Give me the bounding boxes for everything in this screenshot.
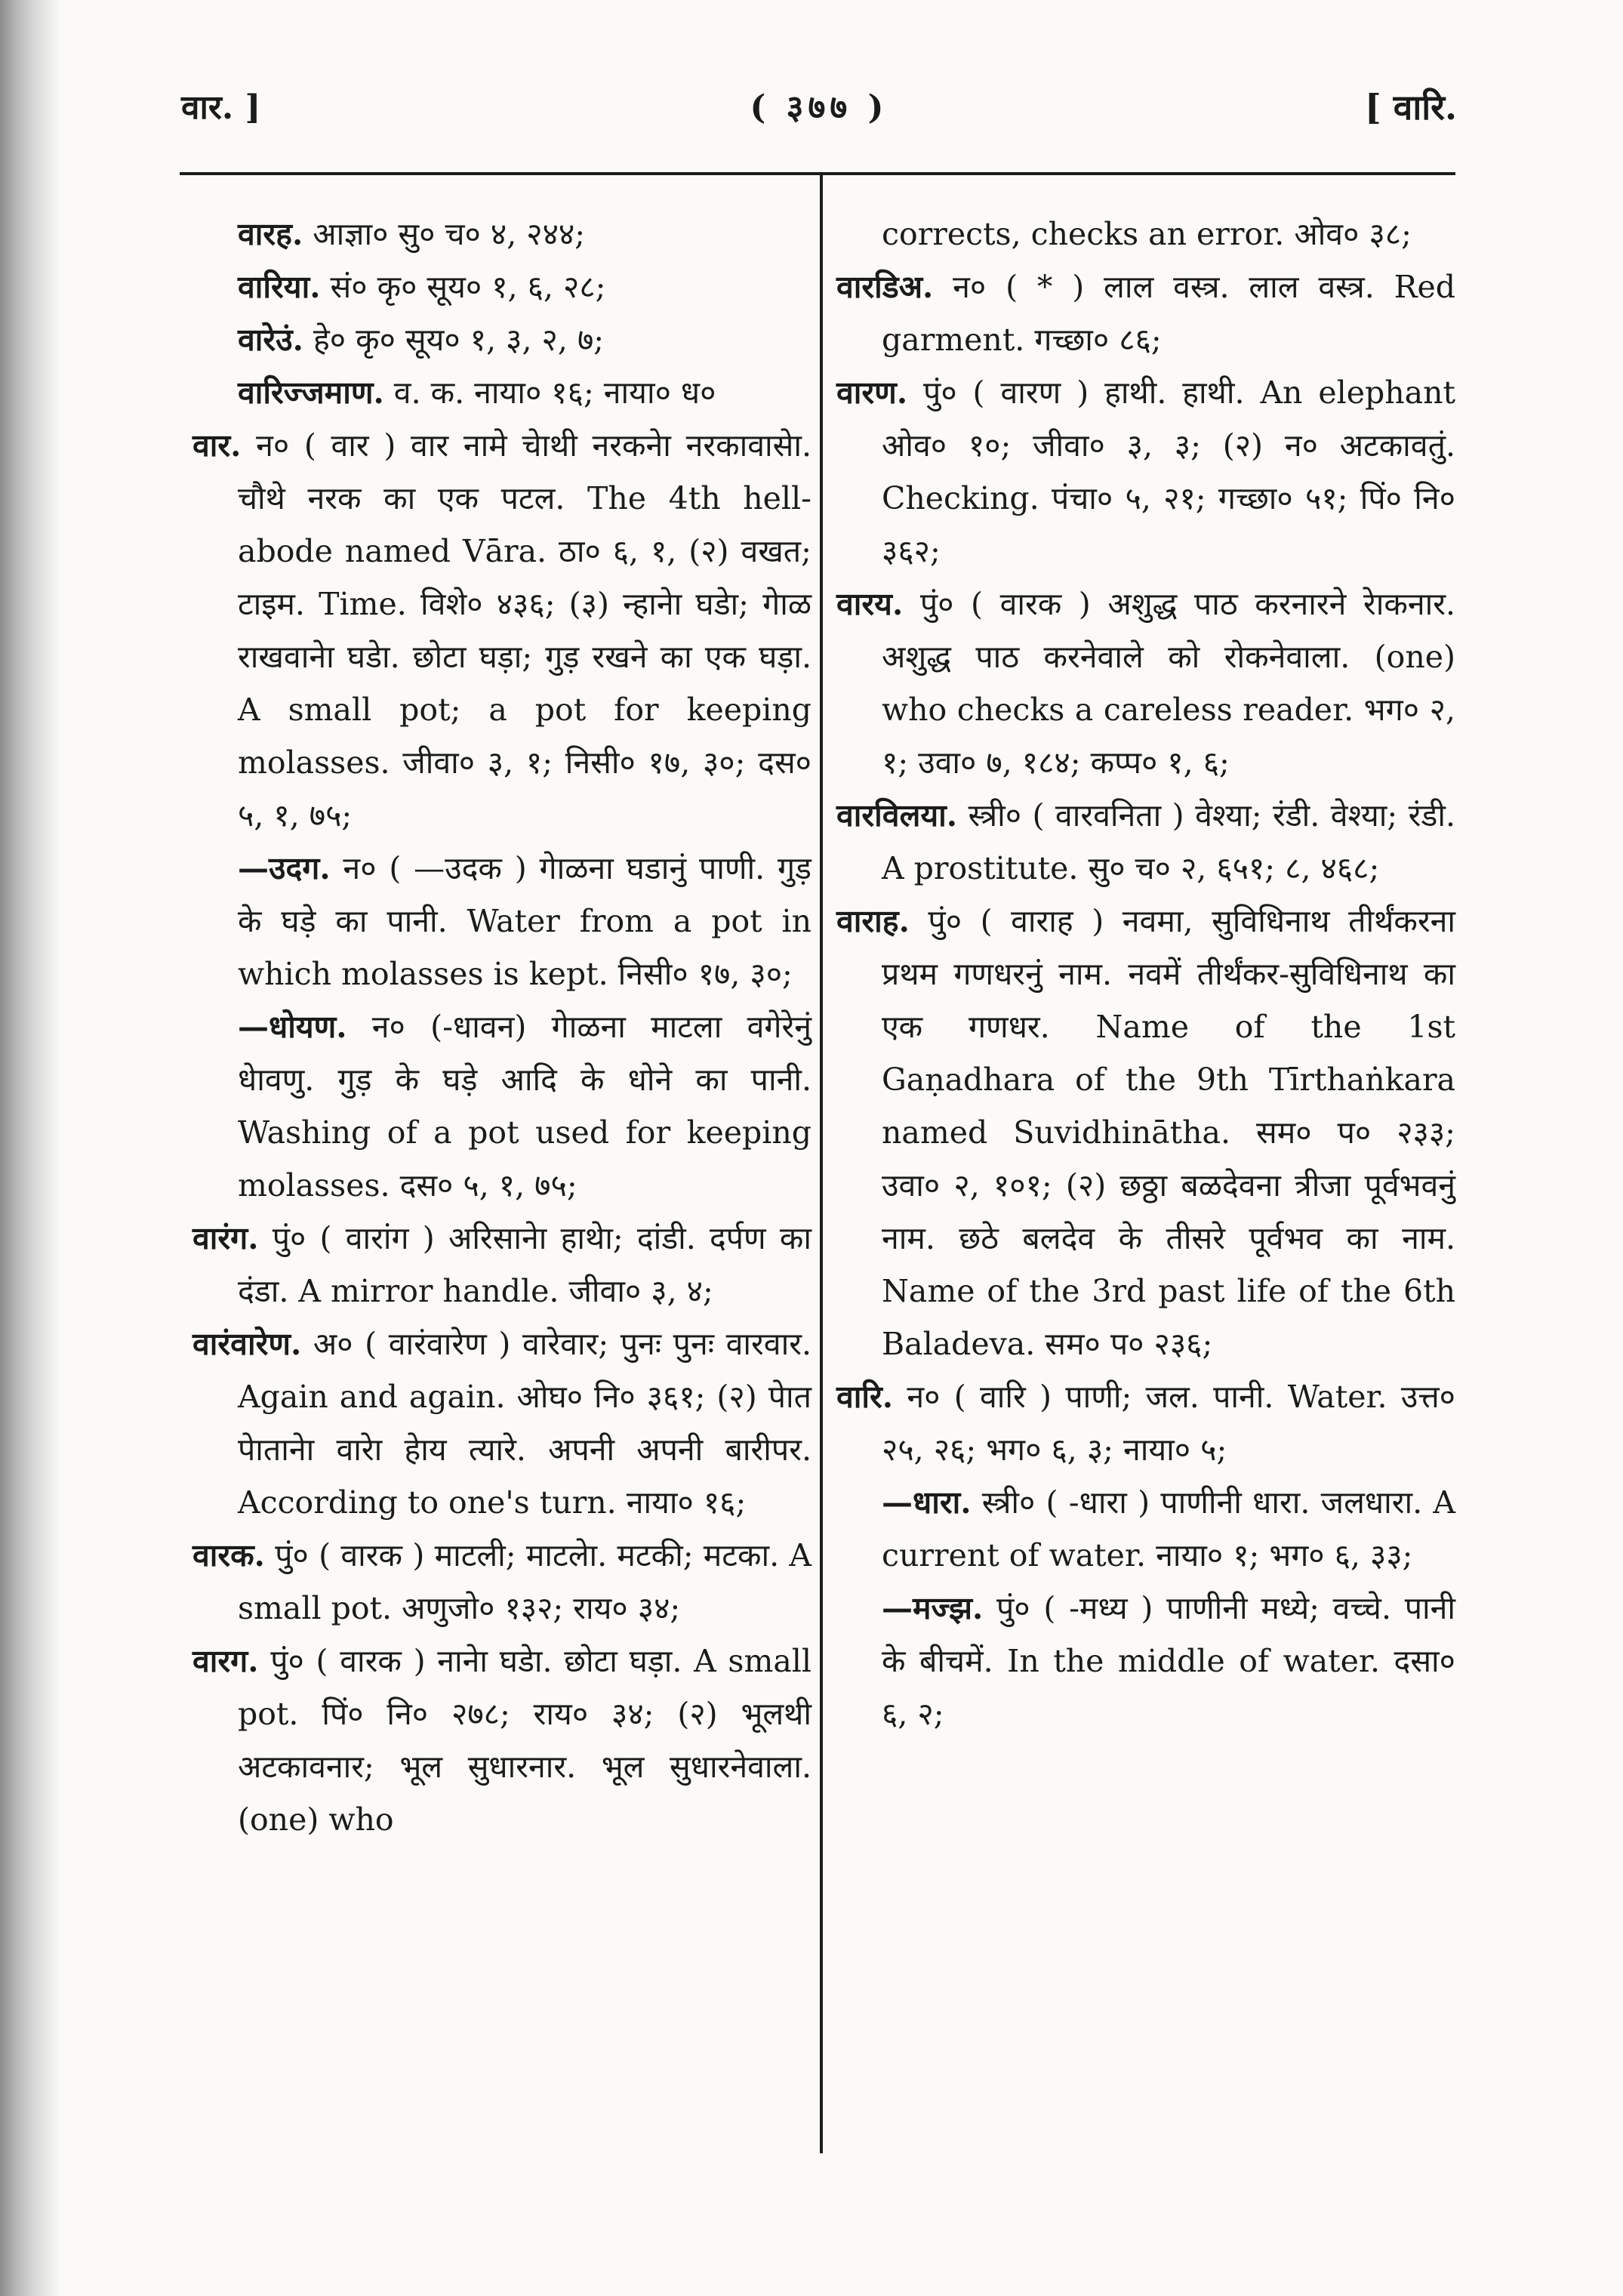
book-spine-shadow bbox=[0, 0, 60, 2296]
definition-text: स्त्री० ( वारवनिता ) वेश्या; रंडी. वेश्या; रंडी. A prostitute. सु० च० २, ६५१; ८, ४६८; bbox=[882, 797, 1455, 886]
headword: वार. bbox=[192, 427, 242, 464]
dictionary-entry bbox=[836, 578, 1455, 789]
compound-subentry bbox=[836, 1582, 1455, 1740]
dictionary-entry bbox=[192, 1529, 812, 1635]
column-divider bbox=[820, 175, 823, 2153]
headword: वारह. bbox=[238, 216, 303, 252]
headword: —मज्झ. bbox=[882, 1590, 984, 1626]
dictionary-entry bbox=[836, 366, 1455, 578]
headword: वारिया. bbox=[238, 269, 321, 305]
dictionary-subentry bbox=[192, 366, 812, 419]
definition-text: पुं० ( वाराह ) नवमा, सुविधिनाथ तीर्थंकरना प्रथम गणधरनुं नाम. नवमें तीर्थंकर-सुविधिनाथ का एक गणधर. Name of the 1st Gaṇadhara of the 9th Tīrthaṅkara named Suvidhinātha. सम० प० २३३; उवा० २, १०१; (२) छठ्ठा बळदेवना त्रीजा पूर्वभवनुं नाम. छठे बलदेव के तीसरे पूर्वभव का नाम. Name of the 3rd past life of the 6th Baladeva. सम० प० २३६; bbox=[882, 903, 1455, 1362]
running-head-right: [ वारि. bbox=[1364, 87, 1457, 128]
headword: —धोयण. bbox=[238, 1009, 347, 1045]
definition-text: हे० कृ० सूय० १, ३, २, ७; bbox=[303, 322, 605, 358]
compound-subentry bbox=[192, 1000, 812, 1212]
dictionary-subentry bbox=[192, 260, 812, 313]
headword: वारंग. bbox=[192, 1220, 259, 1256]
dictionary-entry bbox=[836, 895, 1455, 1370]
headword: वारडिअ. bbox=[836, 269, 934, 305]
compound-subentry bbox=[192, 842, 812, 1000]
definition-text: स्त्री० ( -धारा ) पाणीनी धारा. जलधारा. A current of water. नाया० १; भग० ६, ३३; bbox=[882, 1484, 1455, 1573]
dictionary-subentry bbox=[192, 313, 812, 366]
definition-text: न० (-धावन) गेाळना माटला वगेरेनुं धेावणु. गुड़ के घड़े आदि के धोने का पानी. Washing of a pot used for keeping molasses. दस० ५, १, ७५; bbox=[238, 1009, 812, 1203]
definition-text: पुं० ( वारांग ) अरिसानेा हाथेा; दांडी. दर्पण का दंडा. A mirror handle. जीवा० ३, ४; bbox=[238, 1220, 812, 1309]
definition-text: पुं० ( -मध्य ) पाणीनी मध्ये; वच्चे. पानी के बीचमें. In the middle of water. दसा० ६, २; bbox=[882, 1590, 1455, 1732]
headword: वारक. bbox=[192, 1537, 265, 1573]
definition-text: न० ( वार ) वार नामे चेाथी नरकनेा नरकावासेा. चौथे नरक का एक पटल. The 4th hell-abode named Vāra. ठा० ६, १, (२) वखत; टाइम. Time. विशे० ४३६; (३) न्हानेा घडेा; गेाळ राखवानेा घडेा. छोटा घड़ा; गुड़ रखने का एक घड़ा. A small pot; a pot for keeping molasses. जीवा० ३, १; निसी० १७, ३०; दस० ५, १, ७५; bbox=[238, 427, 812, 834]
entry-continuation bbox=[836, 208, 1455, 260]
headword: वारविलया. bbox=[836, 797, 958, 834]
running-head-left: वार. ] bbox=[181, 88, 261, 127]
definition-text: न० ( * ) लाल वस्त्र. लाल वस्त्र. Red garment. गच्छा० ८६; bbox=[882, 269, 1455, 358]
dictionary-entry bbox=[192, 1212, 812, 1318]
definition-text: व. क. नाया० १६; नाया० ध० bbox=[383, 374, 716, 411]
headword: वाराह. bbox=[836, 903, 910, 939]
definition-text: न० ( वारि ) पाणी; जल. पानी. Water. उत्त० २५, २६; भग० ६, ३; नाया० ५; bbox=[882, 1379, 1455, 1468]
compound-subentry bbox=[836, 1476, 1455, 1582]
definition-text: पुं० ( वारक ) नानेा घडेा. छोटा घड़ा. A small pot. पिं० नि० २७८; राय० ३४; (२) भूलथी अटकावनार; भूल सुधारनार. भूल सुधारनेवाला. (one) who bbox=[238, 1643, 812, 1838]
headword: वारेउं. bbox=[238, 322, 303, 358]
dictionary-entry bbox=[192, 1635, 812, 1846]
dictionary-entry bbox=[192, 419, 812, 842]
headword: —उदग. bbox=[238, 850, 331, 886]
headword: वारंवारेण. bbox=[192, 1326, 302, 1362]
definition-text: अ० ( वारंवारेण ) वारेवार; पुनः पुनः वारवार. Again and again. ओघ० नि० ३६१; (२) पेात पेातानेा वारेा हेाय त्यारे. अपनी अपनी बारीपर. According to one's turn. नाया० १६; bbox=[238, 1326, 812, 1521]
headword: वारिज्जमाण. bbox=[238, 374, 384, 411]
definition-text: सं० कृ० सूय० १, ६, २८; bbox=[320, 269, 606, 305]
page-number: ( ३७७ ) bbox=[750, 88, 888, 127]
headword: —धारा. bbox=[882, 1484, 972, 1521]
definition-text: corrects, checks an error. ओव० ३८; bbox=[882, 216, 1412, 252]
definition-text: पुं० ( वारक ) माटली; माटलेा. मटकी; मटका. A small pot. अणुजो० १३२; राय० ३४; bbox=[238, 1537, 812, 1626]
definition-text: न० ( —उदक ) गेाळना घडानुं पाणी. गुड़ के घड़े का पानी. Water from a pot in which molasses is kept. निसी० १७, ३०; bbox=[238, 850, 812, 992]
dictionary-subentry bbox=[192, 208, 812, 260]
headword: वारि. bbox=[836, 1379, 894, 1415]
left-column bbox=[192, 208, 812, 1846]
page-header bbox=[181, 76, 1457, 143]
dictionary-entry bbox=[192, 1318, 812, 1529]
headword: वारय. bbox=[836, 586, 904, 622]
dictionary-entry bbox=[836, 1370, 1455, 1476]
header-rule bbox=[180, 172, 1455, 175]
right-column bbox=[836, 208, 1455, 1740]
headword: वारण. bbox=[836, 374, 908, 411]
dictionary-entry bbox=[836, 260, 1455, 366]
dictionary-entry bbox=[836, 789, 1455, 895]
definition-text: पुं० ( वारक ) अशुद्ध पाठ करनारने रेाकनार. अशुद्ध पाठ करनेवाले को रोकनेवाला. (one) who checks a careless reader. भग० २, १; उवा० ७, १८४; कप्प० १, ६; bbox=[882, 586, 1455, 781]
definition-text: आज्ञा० सु० च० ४, २४४; bbox=[303, 216, 586, 252]
headword: वारग. bbox=[192, 1643, 259, 1679]
definition-text: पुं० ( वारण ) हाथी. हाथी. An elephant ओव० १०; जीवा० ३, ३; (२) न० अटकावतुं. Checking. पंचा० ५, २१; गच्छा० ५१; पिं० नि० ३६२; bbox=[882, 374, 1455, 569]
